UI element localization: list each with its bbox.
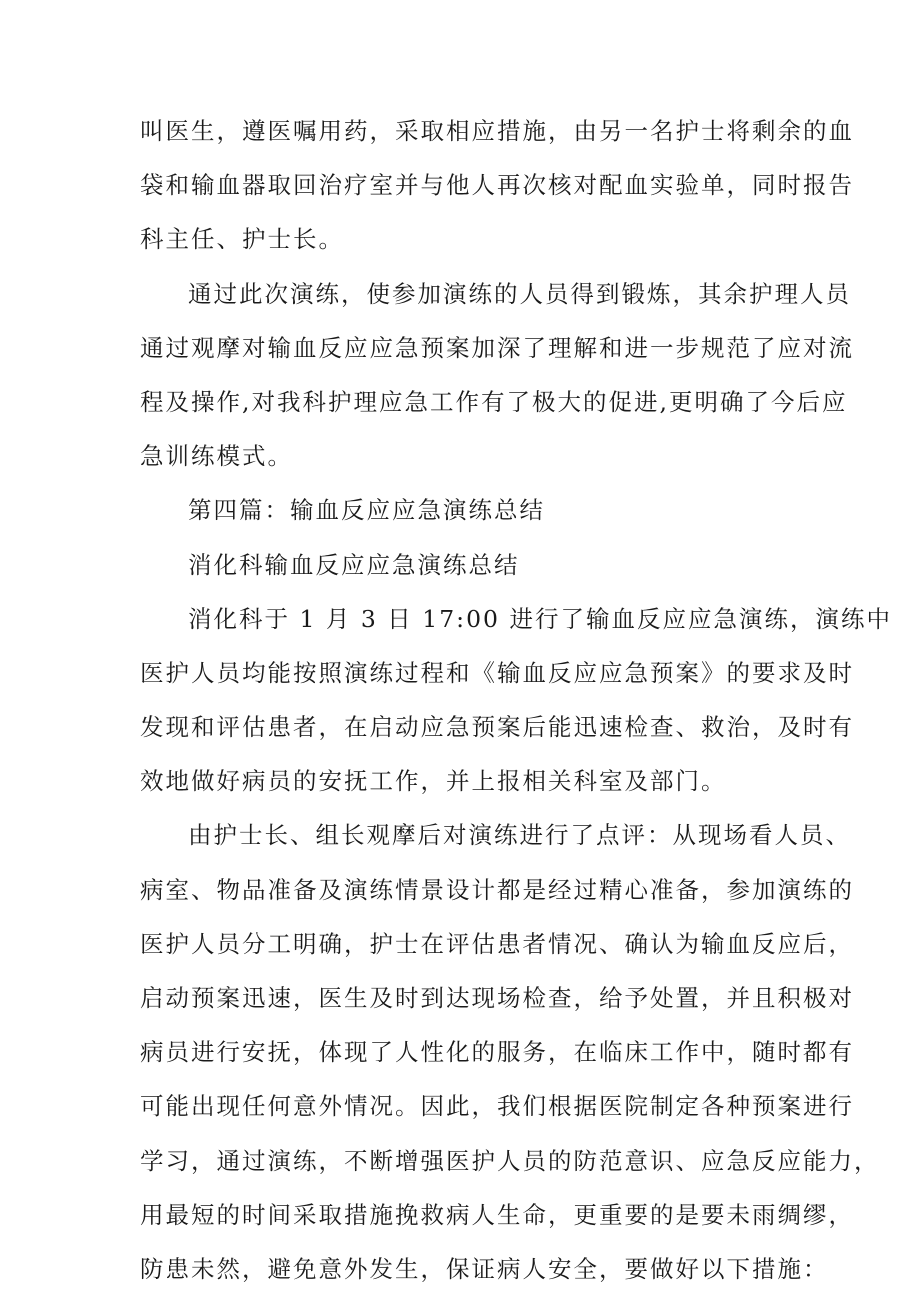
text-line: 通过此次演练，使参加演练的人员得到锻炼，其余护理人员 bbox=[188, 279, 851, 308]
text-line: 防患未然，避免意外发生，保证病人安全，要做好以下措施： bbox=[140, 1254, 829, 1283]
document-subtitle bbox=[140, 538, 800, 592]
text-line: 科主任、护士长。 bbox=[140, 225, 344, 254]
paragraph-continuation bbox=[140, 104, 854, 267]
text-line: 发现和评估患者，在启动应急预案后能迅速检查、救治，及时有 bbox=[140, 713, 854, 742]
heading-text: 第四篇：输血反应应急演练总结 bbox=[188, 496, 545, 525]
text-line: 由护士长、组长观摩后对演练进行了点评：从现场看人员、 bbox=[188, 821, 851, 850]
text-line: 医护人员分工明确，护士在评估患者情况、确认为输血反应后， bbox=[140, 929, 854, 958]
section-heading bbox=[140, 483, 800, 537]
text-line: 病员进行安抚，体现了人性化的服务，在临床工作中，随时都有 bbox=[140, 1038, 854, 1067]
text-line: 可能出现任何意外情况。因此，我们根据医院制定各种预案进行 bbox=[140, 1092, 854, 1121]
document-body bbox=[140, 104, 892, 1296]
text-line: 病室、物品准备及演练情景设计都是经过精心准备，参加演练的 bbox=[140, 875, 854, 904]
text-line: 急训练模式。 bbox=[140, 442, 293, 471]
text-line: 医护人员均能按照演练过程和《输血反应应急预案》的要求及时 bbox=[140, 658, 854, 687]
text-line: 启动预案迅速，医生及时到达现场检查，给予处置，并且积极对 bbox=[140, 984, 854, 1012]
paragraph-drill-overview bbox=[140, 592, 892, 809]
text-line: 学习，通过演练，不断增强医护人员的防范意识、应急反应能力， bbox=[140, 1146, 880, 1175]
subtitle-text: 消化科输血反应应急演练总结 bbox=[188, 550, 520, 579]
text-line: 程及操作,对我科护理应急工作有了极大的促进,更明确了今后应 bbox=[140, 387, 848, 416]
text-line: 用最短的时间采取措施挽救病人生命，更重要的是要未雨绸缪， bbox=[140, 1200, 854, 1229]
text-line: 通过观摩对输血反应应急预案加深了理解和进一步规范了应对流 bbox=[140, 333, 854, 362]
text-line: 消化科于 1 月 3 日 17:00 进行了输血反应应急演练，演练中 bbox=[188, 604, 892, 633]
text-line: 效地做好病员的安抚工作，并上报相关科室及部门。 bbox=[140, 767, 727, 796]
text-line: 叫医生，遵医嘱用药，采取相应措施，由另一名护士将剩余的血 bbox=[140, 117, 854, 145]
paragraph-evaluation bbox=[140, 808, 880, 1296]
paragraph-drill-result bbox=[140, 267, 854, 484]
text-line: 袋和输血器取回治疗室并与他人再次核对配血实验单，同时报告 bbox=[140, 171, 854, 200]
